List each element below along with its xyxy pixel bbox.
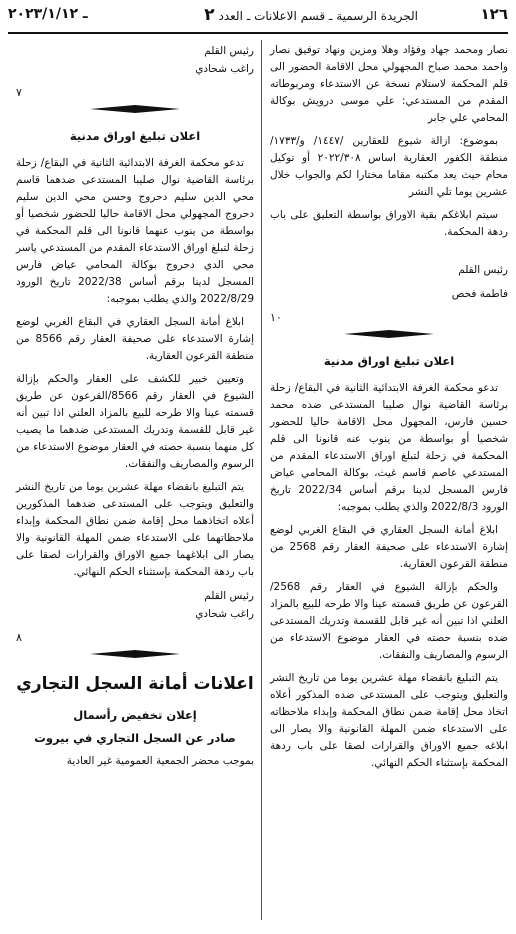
continuation-paragraph: نصار ومحمد جهاد وفؤاد وهلا ومزين ونهاد توفيق نصار واحمد محمد صباح المجهولي محل الاقامة الحضور الى قلم المحكمة لاستلام نسخة عن الاستدعاء ومربوطاته المقدم من المستدعي: علي موسى درويش بوكالة المحامي علي جابر — [270, 44, 508, 124]
page-header — [8, 6, 508, 28]
header-issue-number: ٢ — [204, 5, 215, 25]
signature-block — [270, 247, 508, 303]
signature-name: راغب شحادي — [195, 608, 254, 620]
notice-paragraph: تدعو محكمة الغرفة الابتدائية الثانية في البقاع/ زحلة برئاسة القاضية نوال صليبا المستدعى ضدهما قاسم محي الدين سليم دحروج وحسن محي الدين سليم دحروج المجهولي محل الاقامة حاليا للحضور شخصيا أو بواسطة من ينوب عنهما قانونا الى قلم المحكمة في زحلة لتبلغ اوراق الاستدعاء المقدم من المستدعي ياسر محي الدي دحروج بوكالة المحامي عياض فارس المسجل لدينا برقم أساس 2022/38 تاريخ الورود 2022/8/29 والذي يطلب بموجبه: — [16, 157, 254, 305]
page-number: ١٢٦ — [480, 5, 508, 23]
notice-subtitle: صادر عن السجل التجاري في بيروت — [34, 731, 236, 745]
signature-role: رئيس القلم — [204, 590, 254, 602]
right-column — [270, 42, 508, 778]
subject-paragraph: بموضوع: ازالة شيوع للعقارين /١٤٤٧/ و/١٧٣٣/ منطقة الكفور العقارية اساس ٢٠٢٢/٣٠٨ أو توكيل محام حيث يعد مكتبه مقاما مختارا لكم والجواب خلال عشرين يوما تلي النشر — [270, 135, 508, 198]
notice-paragraph: بموجب محضر الجمعية العمومية غير العادية — [66, 755, 254, 767]
notice-paragraph: والحكم بإزالة الشيوع في العقار رقم 2568/ القرعون عن طريق قسمته عينا والا طرحه للبيع بالمزاد العلني اذا تبين أنه غير قابل للقسمة وتدريك المستدعى ضده بنسبة حصته في العقار موضوع الاستدعاء من الرسوم والمصاريف والنفقات. — [270, 581, 508, 661]
section-title: اعلانات أمانة السجل التجاري — [16, 674, 254, 694]
ornament-divider — [344, 329, 434, 339]
notice-paragraph: ابلاغ أمانة السجل العقاري في البقاع الغربي لوضع إشارة الاستدعاء على صحيفة العقار رقم 2568 من منطقة القرعون العقارية. — [270, 524, 508, 570]
notice-paragraph: تدعو محكمة الغرفة الابتدائية الثانية في البقاع/ زحلة برئاسة القاضية نوال صليبا المستدعى ضده محمد حسين فارس، المجهول محل الاقامة حاليا للحضور شخصيا أو بواسطة من ينوب عنه قانونا الى قلم المحكمة في زحلة لتبلغ اوراق الاستدعاء المقدم من المستدعي عاصم قاسم غيث، بوكالة المحامي عياض فارس المسجل لدينا برقم أساس 2022/34 تاريخ الورود 2022/8/3 والذي يطلب بموجبه: — [270, 382, 508, 513]
signature-role: رئيس القلم — [204, 45, 254, 57]
header-title — [204, 7, 418, 25]
notice-paragraph: ابلاغ أمانة السجل العقاري في البقاع الغربي لوضع إشارة الاستدعاء على صحيفة العقار رقم 8566 من منطقة القرعون العقارية. — [16, 316, 254, 362]
ornament-divider — [90, 104, 180, 114]
notice-paragraph: يتم التبليغ بانقضاء مهلة عشرين يوما من تاريخ النشر والتعليق ويتوجب على المستدعى ضده المذكور أعلاه اتخاذ محل إقامة ضمن نطاق المحكمة وإبداء ملاحظاته على الاستدعاء ضمن المهلة القانونية والا يصار الى ابلاغه جميع الاوراق والقرارات لصقا على باب ردهة المحكمة بإستثناء الحكم النهائي. — [270, 672, 508, 769]
signature-role: رئيس القلم — [458, 264, 508, 276]
signature-block — [16, 42, 254, 78]
ornament-divider — [90, 649, 180, 659]
notice-title: اعلان تبليغ اوراق مدنية — [323, 354, 455, 368]
header-rule — [8, 32, 508, 34]
notice-paragraph: وتعيين خبير للكشف على العقار والحكم بإزالة الشيوع في العقار رقم 8566/القرعون عن طريق قسمته عينا والا طرحه للبيع بالمزاد العلني اذا تبين أنه غير قابل للقسمة وتدريك المستدعى ضدهما ما يصيب كل منهما بنسبة حصته في العقار موضوع الاستدعاء من الرسوم والمصاريف والنفقات. — [16, 373, 254, 470]
signature-name: راغب شحادي — [195, 63, 254, 75]
notice-title: اعلان تبليغ اوراق مدنية — [69, 129, 201, 143]
left-column — [16, 42, 254, 776]
signature-name: فاطمة فحص — [451, 288, 508, 300]
notice-number: ٧ — [16, 86, 22, 99]
header-publication: الجريدة الرسمية ـ قسم الاعلانات ـ العدد — [218, 9, 418, 23]
signature-block — [16, 587, 254, 623]
notice-number: ١٠ — [270, 311, 282, 324]
closing-paragraph: سيتم ابلاغكم بقية الاوراق بواسطة التعليق على باب ردهة المحكمة. — [270, 209, 508, 238]
notice-number: ٨ — [16, 631, 22, 644]
notice-title: إعلان تخفيض رأسمال — [73, 708, 197, 722]
column-divider — [261, 40, 262, 920]
spacer — [270, 247, 508, 261]
header-date: ـ ٢٠٢٣/١/١٢ — [8, 6, 88, 22]
notice-paragraph: يتم التبليغ بانقضاء مهلة عشرين يوما من تاريخ النشر والتعليق ويتوجب على المستدعى ضدهما المذكورين أعلاه اتخاذهما محل إقامة ضمن نطاق المحكمة وإبداء ملاحظاتهما على الاستدعاء ضمن المهلة القانونية والا يصار الى ابلاغهما جميع الاوراق والقرارات لصقا على باب ردهة المحكمة بإستثناء الحكم النهائي. — [16, 481, 254, 578]
